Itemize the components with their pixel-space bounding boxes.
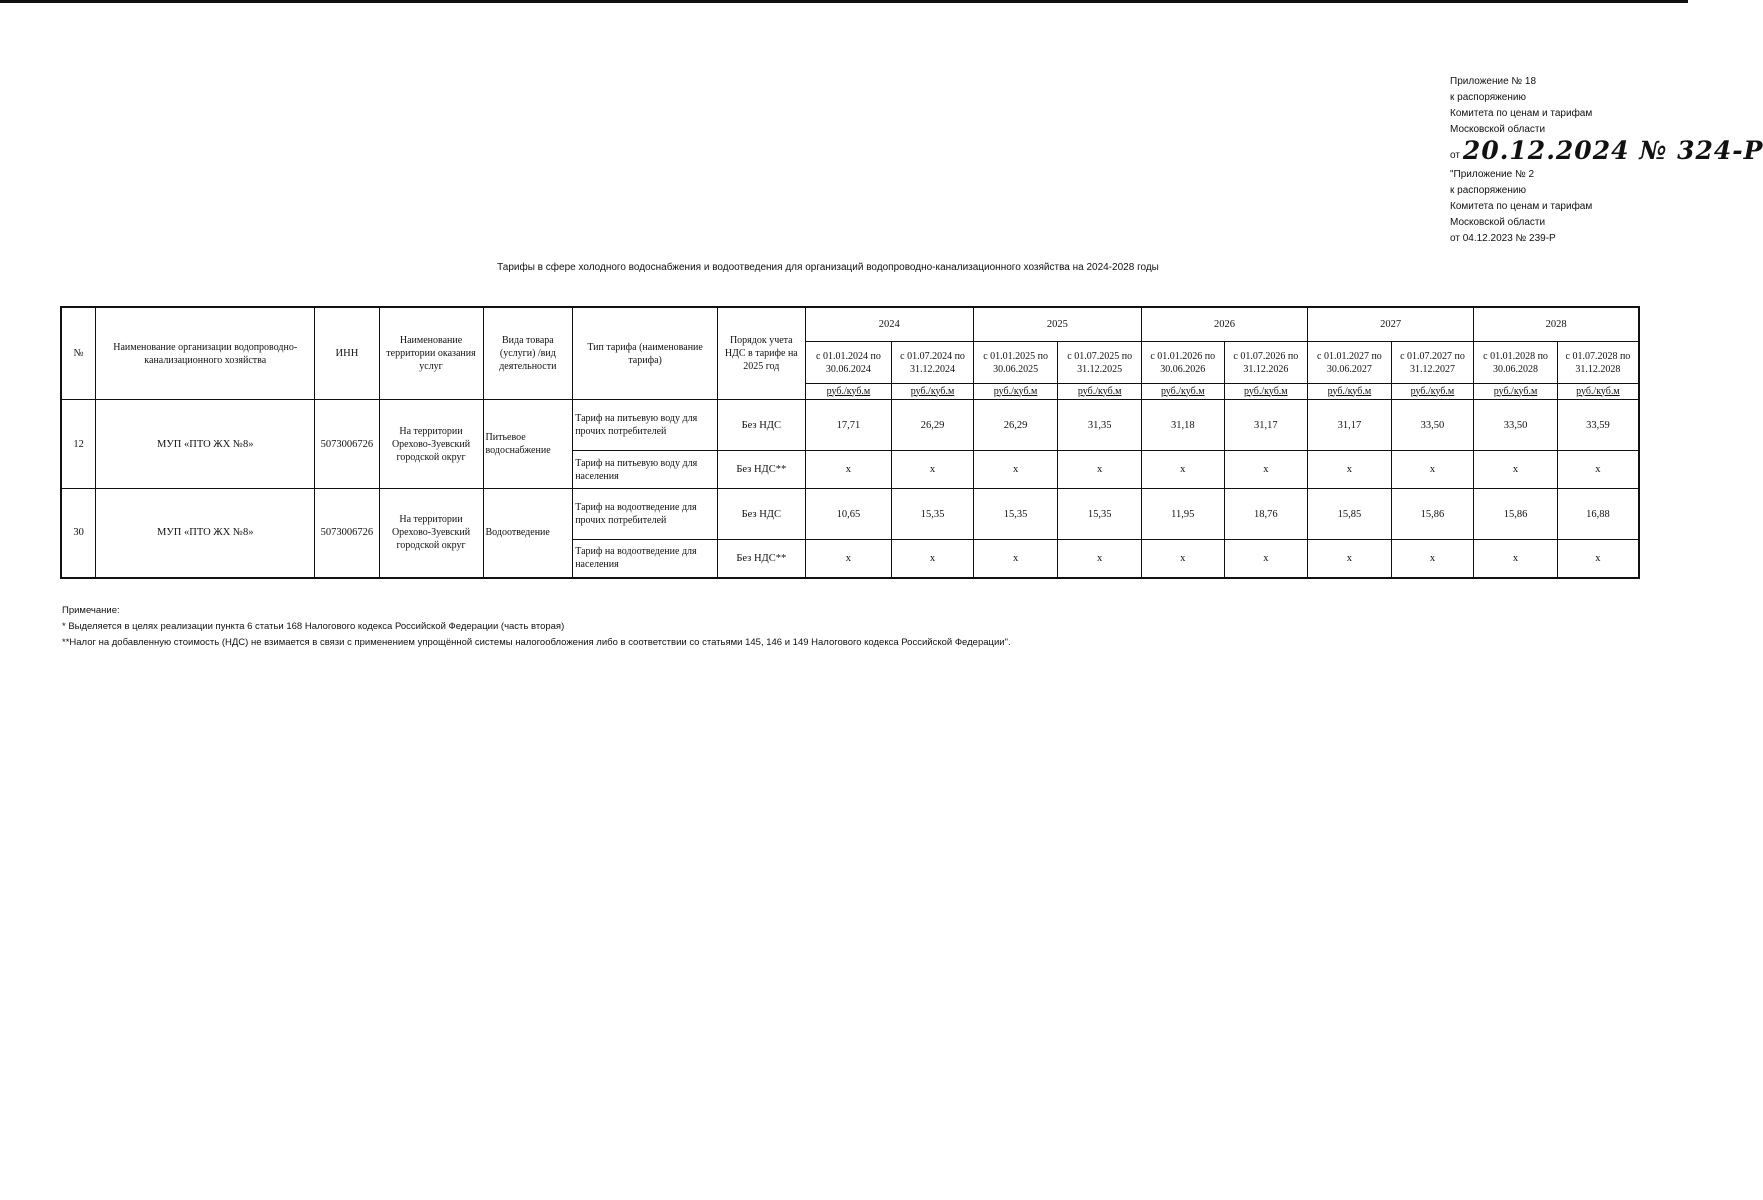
cell-value: 18,76 (1224, 489, 1308, 540)
header-period: с 01.01.2027 по 30.06.2027 (1308, 342, 1392, 384)
header-period: с 01.01.2024 по 30.06.2024 (805, 342, 892, 384)
cell-value: x (973, 540, 1058, 578)
cell-value: 31,35 (1058, 400, 1142, 451)
cell-value: x (1141, 451, 1224, 489)
annex-previous-line5: от 04.12.2023 № 239-Р (1450, 233, 1556, 244)
cell-value: 15,35 (1058, 489, 1142, 540)
cell-value: x (973, 451, 1058, 489)
cell-value: x (1308, 540, 1392, 578)
header-unit: руб./куб.м (805, 384, 892, 400)
cell-value: x (1058, 540, 1142, 578)
header-year: 2026 (1141, 307, 1307, 342)
cell-value: 31,17 (1224, 400, 1308, 451)
cell-value: 33,50 (1474, 400, 1558, 451)
annex-previous-header (1450, 167, 1592, 247)
cell-vat: Без НДС (717, 400, 805, 451)
cell-value: 33,50 (1391, 400, 1474, 451)
header-unit: руб./куб.м (1224, 384, 1308, 400)
cell-value: 10,65 (805, 489, 892, 540)
header-unit: руб./куб.м (1058, 384, 1142, 400)
header-row-years (61, 307, 1639, 342)
cell-value: x (1391, 451, 1474, 489)
cell-value: 15,35 (973, 489, 1058, 540)
annex-current-line3: Комитета по ценам и тарифам (1450, 108, 1593, 119)
cell-value: 17,71 (805, 400, 892, 451)
cell-value: x (892, 451, 974, 489)
header-unit: руб./куб.м (1308, 384, 1392, 400)
header-year: 2024 (805, 307, 973, 342)
annex-previous-line2: к распоряжению (1450, 185, 1526, 196)
header-year: 2028 (1474, 307, 1639, 342)
header-period: с 01.07.2027 по 31.12.2027 (1391, 342, 1474, 384)
cell-value: x (1557, 451, 1639, 489)
header-unit: руб./куб.м (1141, 384, 1224, 400)
annex-previous-line1: "Приложение № 2 (1450, 169, 1535, 180)
cell-value: 31,17 (1308, 400, 1392, 451)
header-unit: руб./куб.м (892, 384, 974, 400)
cell-value: x (1557, 540, 1639, 578)
annex-current-line4: Московской области (1450, 124, 1546, 135)
header-period: с 01.07.2028 по 31.12.2028 (1557, 342, 1639, 384)
header-unit: руб./куб.м (1557, 384, 1639, 400)
note-vat-exemption: **Налог на добавленную стоимость (НДС) не взимается в связи с применением упрощённой системы налогообложения либо в соответствии со статьями 145, 146 и 149 Налогового кодекса Российской Федерации". (62, 637, 1011, 648)
cell-territory: На территории Орехово-Зуевский городской округ (379, 400, 483, 489)
cell-value: x (1058, 451, 1142, 489)
cell-value: 16,88 (1557, 489, 1639, 540)
cell-num: 12 (61, 400, 96, 489)
header-tariff-type: Тип тарифа (наименование тарифа) (573, 307, 718, 400)
cell-goods: Питьевое водоснабжение (483, 400, 573, 489)
cell-tariff-type: Тариф на водоотведение для прочих потребителей (573, 489, 718, 540)
cell-org: МУП «ПТО ЖХ №8» (96, 489, 315, 578)
document-title: Тарифы в сфере холодного водоснабжения и водоотведения для организаций водопроводно-канализационного хозяйства на 2024-2028 годы (497, 262, 1159, 273)
header-period: с 01.01.2026 по 30.06.2026 (1141, 342, 1224, 384)
header-year: 2025 (973, 307, 1141, 342)
notes-section (62, 603, 1011, 651)
header-unit: руб./куб.м (1391, 384, 1474, 400)
header-period: с 01.01.2025 по 30.06.2025 (973, 342, 1058, 384)
header-org: Наименование организации водопроводно-канализационного хозяйства (96, 307, 315, 400)
cell-value: x (805, 540, 892, 578)
cell-value: 15,35 (892, 489, 974, 540)
cell-value: x (1308, 451, 1392, 489)
header-period: с 01.07.2024 по 31.12.2024 (892, 342, 974, 384)
table-row (61, 489, 1639, 540)
header-territory: Наименование территории оказания услуг (379, 307, 483, 400)
note-vat-allocation: * Выделяется в целях реализации пункта 6 статьи 168 Налогового кодекса Российской Федерации (часть вторая) (62, 621, 565, 632)
cell-vat: Без НДС** (717, 451, 805, 489)
cell-value: x (1474, 451, 1558, 489)
annex-current-handwritten-date: 20.12.2024 № 324-Р (1462, 136, 1763, 165)
cell-value: x (805, 451, 892, 489)
cell-tariff-type: Тариф на питьевую воду для населения (573, 451, 718, 489)
cell-territory: На территории Орехово-Зуевский городской округ (379, 489, 483, 578)
notes-heading: Примечание: (62, 605, 120, 616)
header-year: 2027 (1308, 307, 1474, 342)
annex-previous-line3: Комитета по ценам и тарифам (1450, 201, 1593, 212)
header-num: № (61, 307, 96, 400)
cell-value: 26,29 (892, 400, 974, 451)
cell-vat: Без НДС** (717, 540, 805, 578)
cell-goods: Водоотведение (483, 489, 573, 578)
annex-current-date-line (1450, 138, 1763, 164)
cell-value: x (1391, 540, 1474, 578)
cell-tariff-type: Тариф на питьевую воду для прочих потребителей (573, 400, 718, 451)
header-period: с 01.07.2025 по 31.12.2025 (1058, 342, 1142, 384)
cell-value: 15,86 (1474, 489, 1558, 540)
annex-previous-line4: Московской области (1450, 217, 1546, 228)
cell-value: 15,86 (1391, 489, 1474, 540)
cell-value: 33,59 (1557, 400, 1639, 451)
annex-current-line2: к распоряжению (1450, 92, 1526, 103)
annex-current-header (1450, 74, 1763, 164)
cell-value: 31,18 (1141, 400, 1224, 451)
cell-tariff-type: Тариф на водоотведение для населения (573, 540, 718, 578)
annex-current-prefix: от (1450, 150, 1460, 161)
header-period: с 01.07.2026 по 31.12.2026 (1224, 342, 1308, 384)
table-row (61, 400, 1639, 451)
header-unit: руб./куб.м (973, 384, 1058, 400)
cell-value: 26,29 (973, 400, 1058, 451)
cell-inn: 5073006726 (315, 400, 379, 489)
annex-current-line1: Приложение № 18 (1450, 76, 1537, 87)
cell-value: x (1141, 540, 1224, 578)
cell-value: 15,85 (1308, 489, 1392, 540)
scan-top-edge (0, 0, 1688, 3)
cell-vat: Без НДС (717, 489, 805, 540)
cell-value: x (1474, 540, 1558, 578)
header-vat: Порядок учета НДС в тарифе на 2025 год (717, 307, 805, 400)
header-period: с 01.01.2028 по 30.06.2028 (1474, 342, 1558, 384)
header-unit: руб./куб.м (1474, 384, 1558, 400)
cell-num: 30 (61, 489, 96, 578)
cell-inn: 5073006726 (315, 489, 379, 578)
cell-value: x (892, 540, 974, 578)
cell-value: x (1224, 540, 1308, 578)
header-inn: ИНН (315, 307, 379, 400)
cell-org: МУП «ПТО ЖХ №8» (96, 400, 315, 489)
header-goods: Вида товара (услуги) /вид деятельности (483, 307, 573, 400)
tariffs-table (60, 306, 1640, 579)
cell-value: x (1224, 451, 1308, 489)
cell-value: 11,95 (1141, 489, 1224, 540)
